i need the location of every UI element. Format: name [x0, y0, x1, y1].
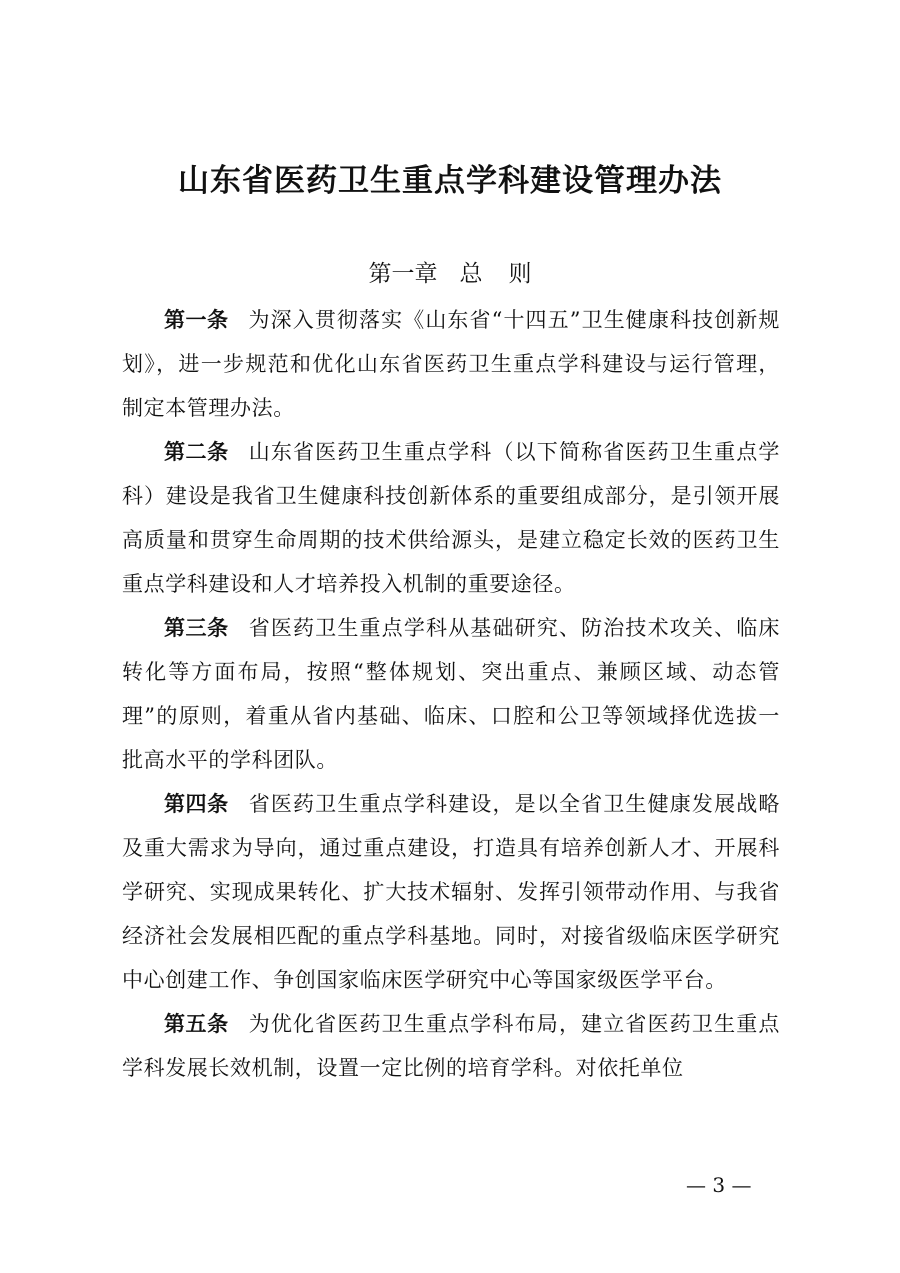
- article-1: [122, 298, 780, 430]
- chapter-heading: [0, 252, 900, 296]
- article-3-text: 省医药卫生重点学科从基础研究、防治技术攻关、临床转化等方面布局，按照“整体规划、突出重点、兼顾区域、动态管理”的原则，着重从省内基础、临床、口腔和公卫等领域择优选拔一批高水平的学科团队。: [122, 616, 780, 772]
- article-5: [122, 1002, 780, 1090]
- document-title: 山东省医药卫生重点学科建设管理办法: [178, 163, 722, 199]
- chapter-word-1: 总: [459, 261, 483, 287]
- article-2-text: 山东省医药卫生重点学科（以下简称省医药卫生重点学科）建设是我省卫生健康科技创新体系的重要组成部分，是引领开展高质量和贯穿生命周期的技术供给源头，是建立稳定长效的医药卫生重点学科建设和人才培养投入机制的重要途径。: [122, 440, 780, 596]
- article-2-label: 第二条: [164, 440, 229, 464]
- article-3: [122, 606, 780, 782]
- chapter-word-2: 则: [508, 261, 532, 287]
- article-3-label: 第三条: [164, 616, 229, 640]
- article-4-text: 省医药卫生重点学科建设，是以全省卫生健康发展战略及重大需求为导向，通过重点建设，打造具有培养创新人才、开展科学研究、实现成果转化、扩大技术辐射、发挥引领带动作用、与我省经济社会发展相匹配的重点学科基地。同时，对接省级临床医学研究中心创建工作、争创国家临床医学研究中心等国家级医学平台。: [122, 792, 780, 992]
- article-4-label: 第四条: [164, 792, 229, 816]
- article-5-text: 为优化省医药卫生重点学科布局，建立省医药卫生重点学科发展长效机制，设置一定比例的培育学科。对依托单位: [122, 1012, 780, 1080]
- document-body: [122, 298, 780, 1090]
- article-5-label: 第五条: [164, 1012, 229, 1036]
- page-number: — 3 —: [686, 1173, 752, 1197]
- article-1-label: 第一条: [164, 308, 229, 332]
- chapter-number: 第一章: [368, 261, 438, 287]
- article-1-text: 为深入贯彻落实《山东省“十四五”卫生健康科技创新规划》，进一步规范和优化山东省医药卫生重点学科建设与运行管理，制定本管理办法。: [122, 308, 780, 420]
- article-4: [122, 782, 780, 1002]
- article-2: [122, 430, 780, 606]
